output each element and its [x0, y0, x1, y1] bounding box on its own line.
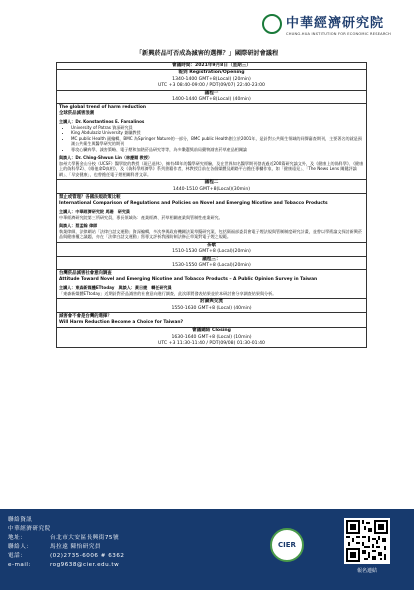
agenda-date: 會議時間：2021年9月8日（星期三）: [57, 63, 366, 70]
discussion-content: 減害會不會是台灣的選擇？ Will Harm Reduction Become a Choice for Taiwan?: [57, 313, 366, 328]
org-name-cn: 中華經濟研究院: [286, 16, 385, 31]
session-3-header: 議程三： 1530-1550 GMT+8 (Local)(20min): [57, 257, 366, 271]
contact-person: 聯絡人： 馬拉遠 陳怡研究員: [8, 544, 102, 550]
contact-email[interactable]: e-mail: rog9638@cier.edu.tw: [8, 562, 120, 568]
registration-row: 報到 Registration/Opening 1340-1400 GMT+8(Local) (20min) UTC +3 08:40-09:00 / PDT(09/07) 22:40-23:00: [57, 70, 366, 90]
tea-break-row: 茶歇 1510-1530 GMT+8 (Local)(20min): [57, 243, 366, 257]
session-1-header: 議程一 1400-1440 GMT+8(Local) (40min): [57, 91, 366, 105]
closing-row: 會議總結 Closing 1630-1640 GMT+8 (Local) (10min) UTC +3 11:30-11:40 / PDT(09/08) 01:30-01:40: [158, 328, 265, 346]
registration-qr-code[interactable]: [344, 518, 390, 564]
contact-footer: [0, 509, 414, 590]
session-1-content: The global trend of harm reduction 全球菸品減害浪潮 主講人：Dr. Konstantinos E. Farsalinos • University of Patras 資深研究員 • King Abdulaziz University 兼職教授 • MC public Health 副編輯，BMC 為Springer Nature的一部分，BMC public Health創立於2001年，是針對公共衛生領域的同儕審查期刊，主要著名的就是預測公共衛生與醫學研究的期刊 • 專攻心臟病學、減害策略、電子煙和加熱菸品研究等等，為多樂選獎前局藥物減害菸草產品相關論 與談人：Dr. Ching-Shwun Lin（林慶順 教授） 加州大學舊金山分校（UCSF）醫學院的教授（現已退休），擁有40年的醫學研究經驗，及在世界知名醫學期刊發表過近200篇研究論文外，及《健康上的偽科學》、《健康上的偽科學2》、《維他命D真相》，及《偽科學經濟學》系列書籍作者，林教授目前在各個媒體及網路平台擔任專欄作家，如「健康遠見」、「The News Lens 關鍵評論網」、「早安健康」，也曾擔任電子煙相關科普文章。: [57, 104, 366, 180]
agenda-table: [56, 62, 367, 348]
cier-emblem-icon: [262, 14, 282, 34]
discussion-header: 討論與交流 1550-1630 GMT+8 (Local) (40min): [57, 299, 366, 313]
contact-address: 地址： 台北市大安區長興街75號: [8, 535, 120, 541]
cier-logo-icon: CIER: [270, 528, 304, 562]
contact-info: 聯絡資訊 中華經濟研究院 地址： 台北市大安區長興街75號 聯絡人： 馬拉遠 陳怡研究員 電話： (02)2735-6006 # 6362 e-mail: rog9638@cier.edu.tw: [8, 517, 125, 568]
qr-code-icon: [346, 520, 388, 562]
contact-phone: 電話： (02)2735-6006 # 6362: [8, 553, 125, 559]
session-2-header: 議程二 1440-1510 GMT+8(Local)(30min): [57, 180, 366, 194]
speaker-bio-list: • University of Patras 資深研究員 • King Abdulaziz University 兼職教授 • MC public Health 副編輯，BMC 為Springer Nature的一部分，BMC public Health創立於2001年，是針對公共衛生領域的同儕審查期刊，主要著名的就是預測公共衛生與醫學研究的期刊 • 專攻心臟病學、減害策略、電子煙和加熱菸品研究等等，為多樂選獎前局藥物減害菸草產品相關論: [71, 125, 364, 153]
page-title: 「新興菸品可否成為減害的選擇？」國際研討會議程: [135, 50, 279, 57]
org-name-en: CHUNG-HUA INSTITUTION FOR ECONOMIC RESEARCH: [286, 32, 391, 36]
session-2-content: 禁止或管理？各國法規政策比較 International Comparison of Regulations and Policies on Novel and Emerging Nicotine and Tobacco Products 主講人：中華經濟研究院 馬珊 研究員 中華經濟研究院第三所研究員，專長領域為：產業經濟、菸草相關產業與管制性產業研究。 與談人：蔡孟翰 律師 執業律師，法律網站「法律白話文運動」資深編輯，多次參與政府機關法案草擬研究案，包括衛福部委員會電子煙法規與管制制度研究計畫，並曾以學術論文探討新興菸品與健康權之議題，亦在「法律白話文運動」寫專文評析我國防制法修正草案對電子煙之規範。: [57, 194, 366, 243]
org-logo: [262, 12, 412, 48]
qr-caption: 報名連結: [356, 568, 377, 574]
session-3-content: 台灣菸品減害社會意向調查 Attitude Toward Novel and Emerging Nicotine and Tobacco Products – A Public Opinion Survey in Taiwan 主講人：東森新媒體ETtoday 與談人：黃日捷 轉任研究員 「東森新媒體ETtoday」近期針對菸品減害的社會意向進行調查，此次即將發表結果並於本研討會分享調查結果與分析。: [57, 270, 366, 299]
